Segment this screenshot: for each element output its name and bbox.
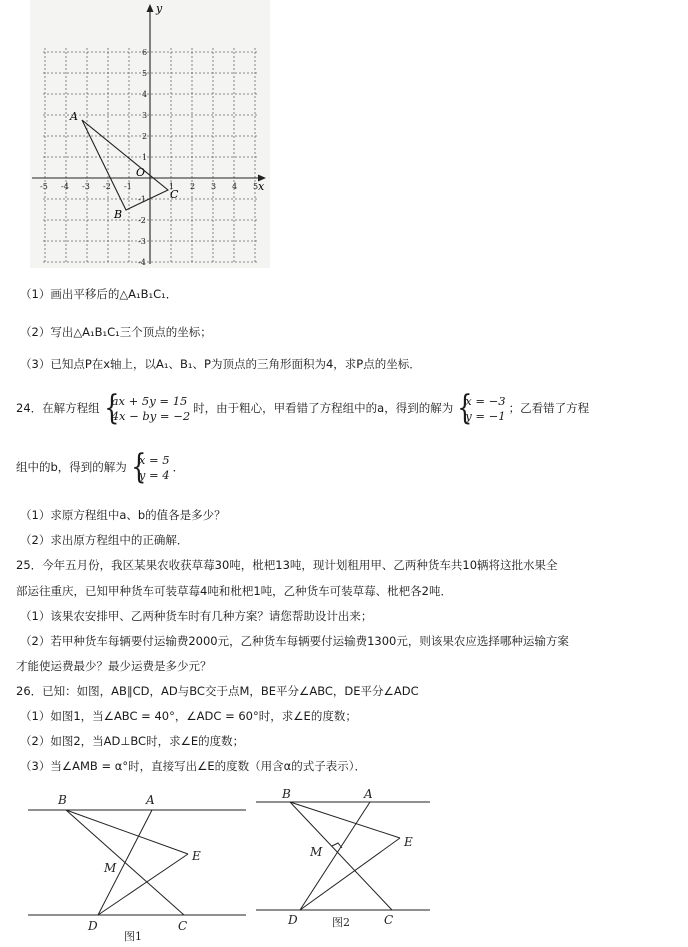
y-tick-label: -4 [138, 258, 146, 267]
q24-part2: （2）求出原方程组中的正确解． [20, 533, 189, 547]
y-tick-label: 5 [142, 69, 148, 78]
x-tick-label: 5 [253, 182, 259, 191]
q25-part2b: 才能使运费最少？最少运费是多少元？ [16, 659, 212, 673]
q25-part2a: （2）若甲种货车每辆要付运输费2000元，乙种货车每辆要付运输费1300元，则该果农应选择哪种运输方案 [20, 634, 569, 648]
q24-sol1-eq2: y = −1 [465, 408, 506, 423]
y-tick-label: 2 [142, 132, 148, 141]
q25-line2: 部运往重庆，已知甲种货车可装草莓4吨和枇杷1吨，乙种货车可装草莓、枇杷各2吨． [16, 584, 452, 598]
point-c-label: C [170, 188, 179, 201]
q25-line1: 25．今年五月份，我区某果农收获草莓30吨，枇杷13吨，现计划租用甲、乙两种货车共10辆将这批水果全 [16, 558, 558, 572]
fig2-label-d: D [288, 913, 298, 927]
x-tick-label: 2 [190, 182, 196, 191]
fig2-label-b: B [282, 787, 291, 801]
y-tick-label: -3 [138, 237, 146, 246]
y-tick-label: -2 [138, 216, 146, 225]
origin-label: O [136, 166, 146, 179]
fig1-label-a: A [146, 793, 155, 807]
q24-eq2: 4x − by = −2 [111, 408, 191, 423]
x-tick-label: -1 [124, 182, 132, 191]
fig1-caption: 图1 [124, 930, 142, 943]
point-b-label: B [114, 208, 123, 221]
y-tick-label: -1 [138, 195, 146, 204]
q24-mid: 时，由于粗心，甲看错了方程组中的a，得到的解为 [193, 401, 454, 415]
fig1-label-d: D [88, 919, 98, 933]
x-tick-label: -5 [40, 182, 48, 191]
q26-part3: （3）当∠AMB = α°时，直接写出∠E的度数（用含α的式子表示）． [20, 759, 366, 773]
fig2-caption: 图2 [332, 916, 350, 929]
q23-part3: （3）已知点P在x轴上，以A₁、B₁、P为顶点的三角形面积为4，求P点的坐标． [20, 357, 421, 371]
fig1-label-m: M [104, 861, 117, 875]
x-axis-label: x [258, 180, 265, 193]
q24-sol2-eq1: { x = 5 [138, 452, 170, 467]
q25-part1: （1）该果农安排甲、乙两种货车时有几种方案？请您帮助设计出来； [20, 609, 373, 623]
coordinate-grid-figure [30, 0, 270, 268]
q24-part1: （1）求原方程组中a、b的值各是多少？ [20, 508, 226, 522]
x-tick-label: -3 [82, 182, 90, 191]
q24-sol1-eq1: { x = −3 [465, 393, 506, 408]
q24-equation-system [103, 394, 191, 424]
q26-part2: （2）如图2，当AD⊥BC时，求∠E的度数； [20, 734, 245, 748]
y-axis-label: y [156, 2, 163, 15]
fig2-label-e: E [404, 835, 413, 849]
q24-sol2-eq2: y = 4 [138, 467, 170, 482]
x-tick-label: 4 [232, 182, 238, 191]
q24-solution-1 [456, 394, 505, 424]
point-a-label: A [70, 110, 78, 123]
q24-tail: ；乙看错了方程 [508, 401, 590, 415]
q23-part1: （1）画出平移后的△A₁B₁C₁． [20, 287, 178, 301]
q24-line2 [16, 452, 184, 483]
x-tick-label: -2 [103, 182, 111, 191]
figure-2 [254, 786, 434, 942]
figure-1 [28, 788, 250, 944]
fig1-label-b: B [58, 793, 67, 807]
q24-eq1: { ax + 5y = 15 [111, 393, 188, 408]
y-tick-label: 4 [142, 90, 148, 99]
q24-solution-2 [130, 453, 170, 483]
fig2-label-c: C [384, 913, 394, 927]
y-tick-label: 1 [142, 153, 148, 162]
fig1-label-c: C [178, 919, 188, 933]
fig2-label-a: A [364, 787, 373, 801]
q24-line2-post: ． [172, 460, 185, 474]
q26-part1: （1）如图1，当∠ABC = 40°，∠ADC = 60°时，求∠E的度数； [20, 709, 357, 723]
x-tick-label: 1 [169, 182, 175, 191]
q24-line2-pre: 组中的b，得到的解为 [16, 460, 127, 474]
fig1-label-e: E [192, 849, 201, 863]
fig2-label-m: M [310, 845, 323, 859]
q26-intro: 26．已知：如图，AB∥CD，AD与BC交于点M，BE平分∠ABC，DE平分∠ADC [16, 684, 419, 698]
x-tick-label: -4 [61, 182, 69, 191]
q24-intro: 24．在解方程组 [16, 401, 100, 415]
y-tick-label: 6 [142, 48, 148, 57]
q23-part2: （2）写出△A₁B₁C₁三个顶点的坐标； [20, 325, 212, 339]
y-tick-label: 3 [142, 111, 148, 120]
x-tick-label: 3 [211, 182, 217, 191]
q24-line1 [16, 393, 589, 424]
